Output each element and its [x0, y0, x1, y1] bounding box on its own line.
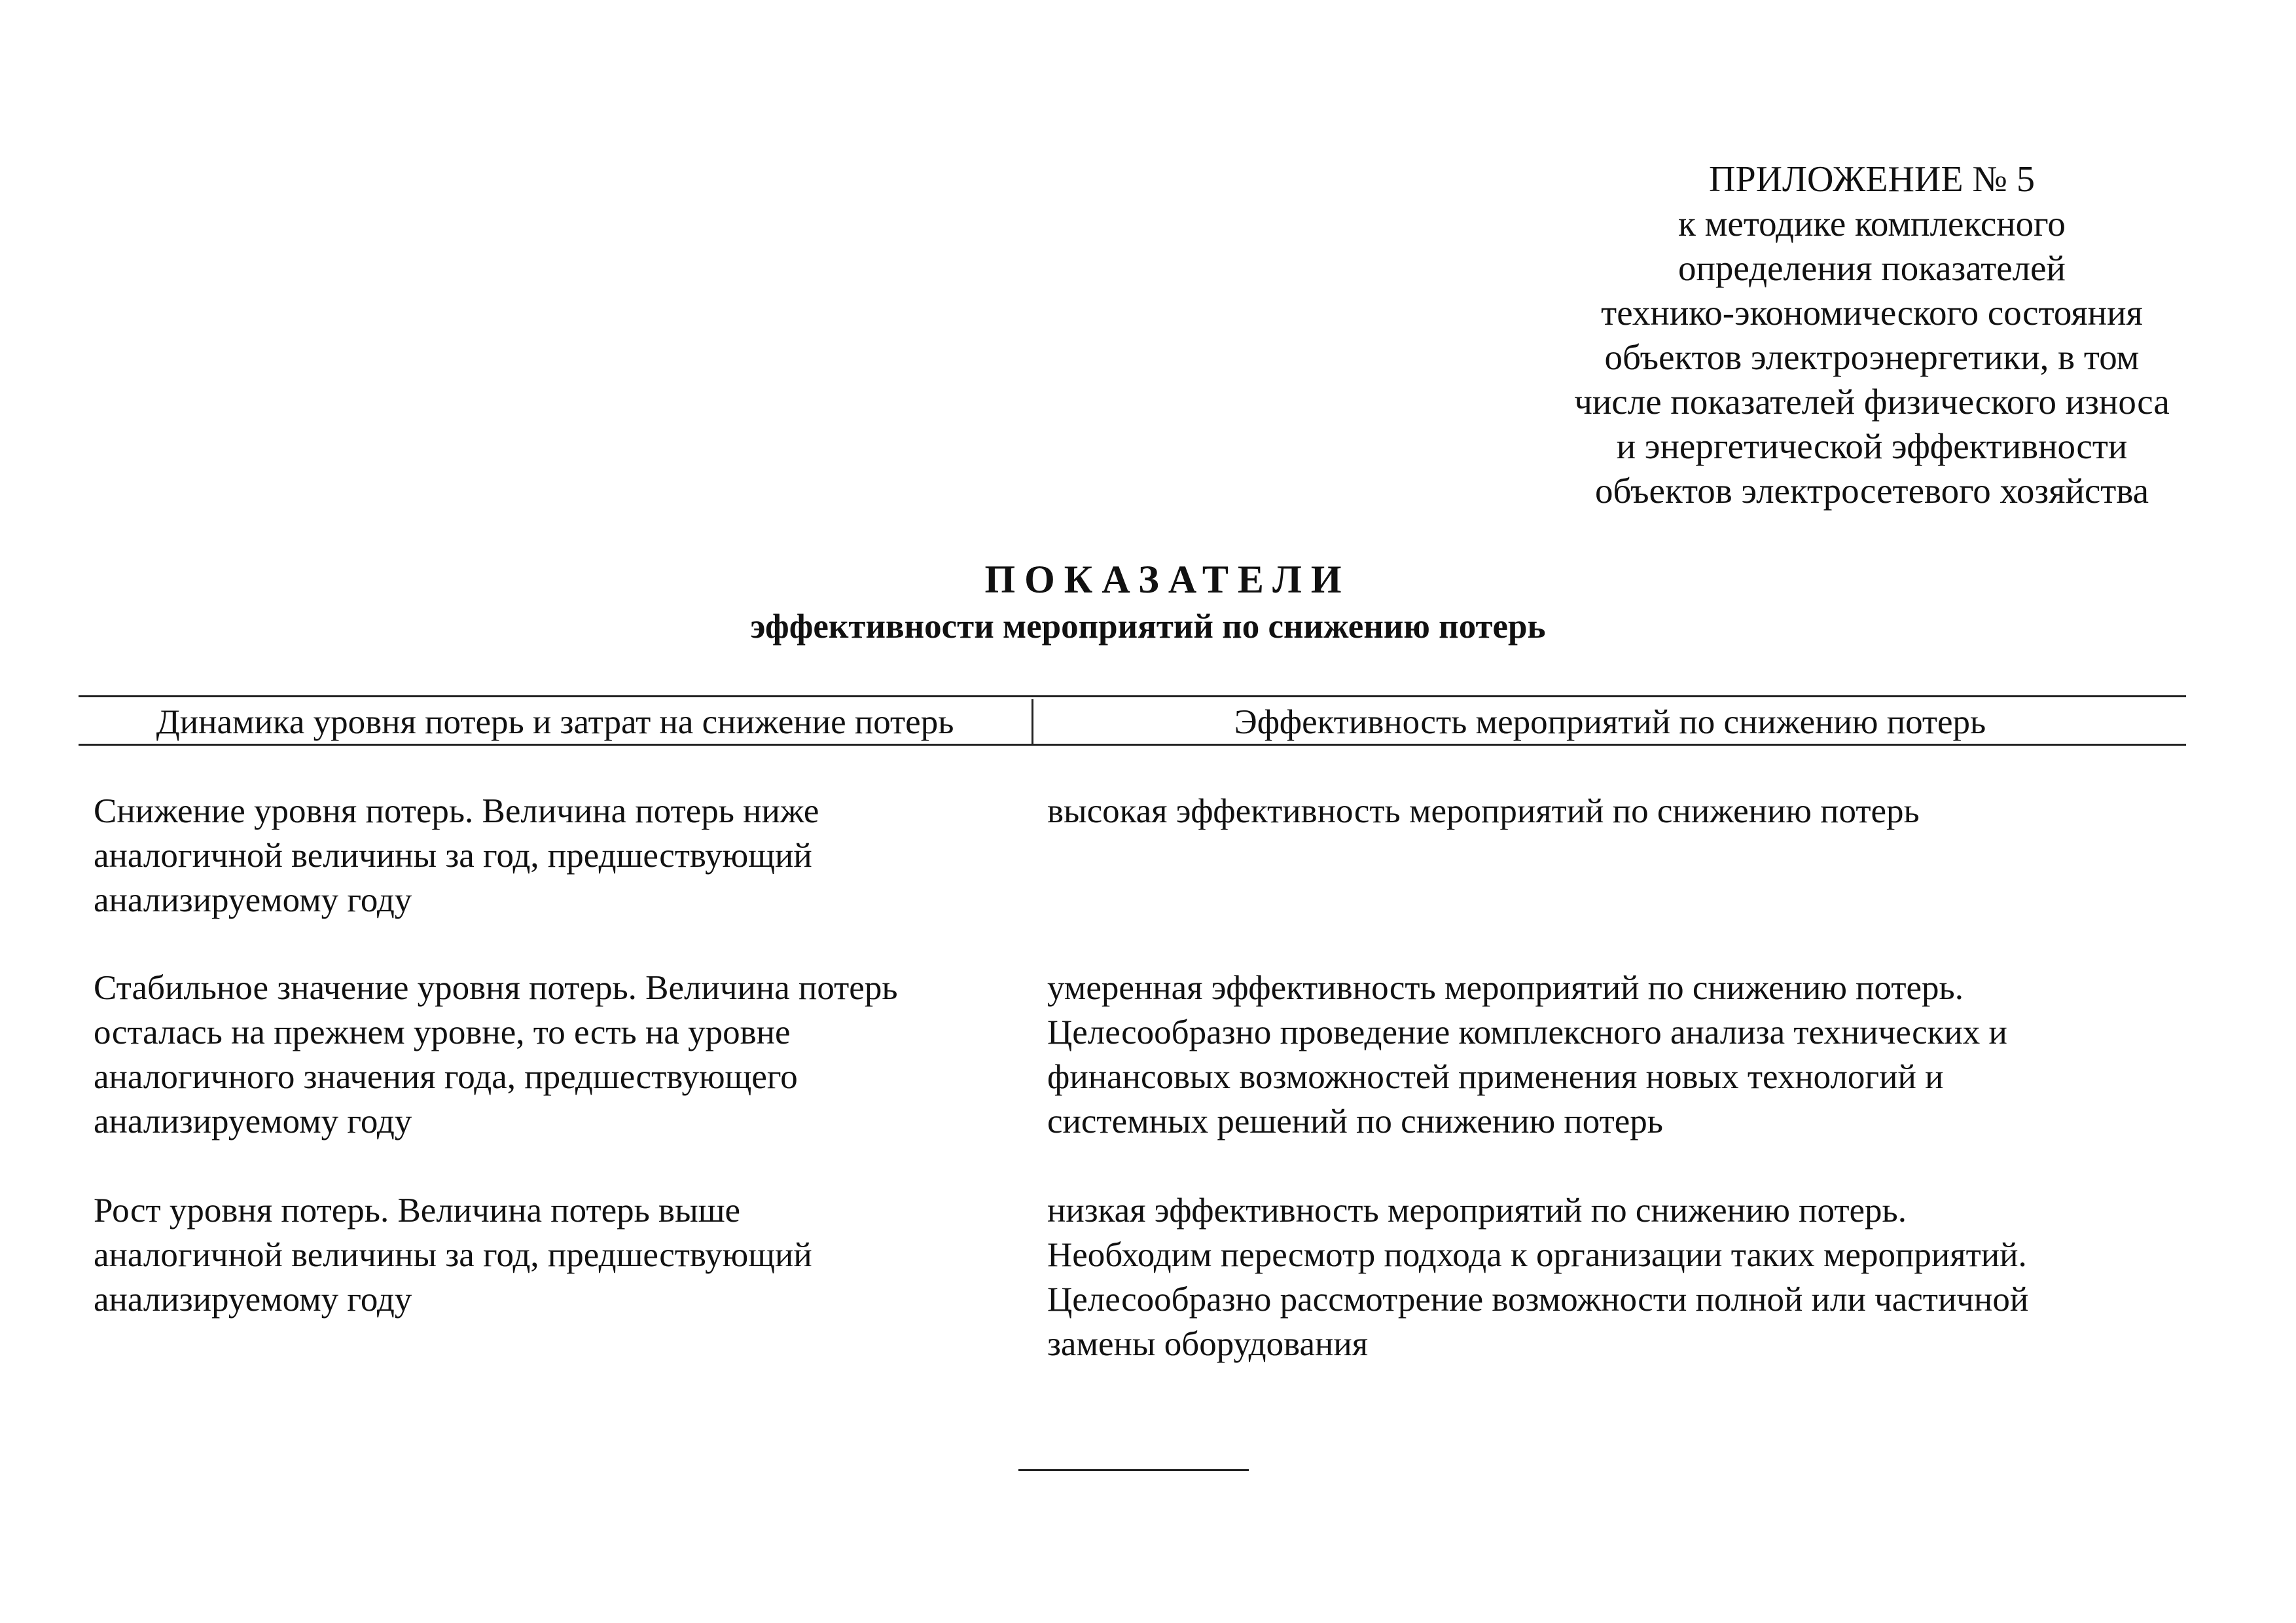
- header-efficiency: Эффективность мероприятий по снижению потерь: [1234, 703, 1986, 741]
- efficiency-cell: умеренная эффективность мероприятий по снижению потерь. Целесообразно проведение комплексного анализа технических и финансовых возможностей применения новых технологий и системных решений по снижению потерь: [1047, 969, 2007, 1140]
- header-dynamics: Динамика уровня потерь и затрат на снижение потерь: [156, 703, 954, 741]
- document-end-line: [1018, 1469, 1249, 1471]
- appendix-line: объектов электросетевого хозяйства: [1595, 471, 2149, 511]
- table-header-bottom-rule: [79, 744, 2186, 746]
- dynamics-cell: Рост уровня потерь. Величина потерь выше аналогичной величины за год, предшествующий анализируемому году: [94, 1192, 812, 1319]
- appendix-line: определения показателей: [1678, 248, 2066, 288]
- dynamics-cell: Стабильное значение уровня потерь. Величина потерь осталась на прежнем уровне, то есть на уровне аналогичного значения года, предшествующего анализируемому году: [94, 969, 898, 1140]
- appendix-line: к методике комплексного: [1678, 204, 2066, 244]
- document-title-block: [0, 556, 2296, 648]
- table-top-rule: [79, 695, 2186, 697]
- efficiency-cell: высокая эффективность мероприятий по снижению потерь: [1047, 792, 1920, 830]
- appendix-block: [1473, 157, 2271, 513]
- appendix-line: объектов электроэнергетики, в том: [1604, 337, 2140, 377]
- appendix-title: ПРИЛОЖЕНИЕ № 5: [1709, 159, 2035, 200]
- appendix-line: и энергетической эффективности: [1616, 426, 2128, 466]
- header-column-divider: [1031, 699, 1033, 745]
- efficiency-cell: низкая эффективность мероприятий по снижению потерь. Необходим пересмотр подхода к организации таких мероприятий. Целесообразно рассмотрение возможности полной или частичной замены оборудования: [1047, 1192, 2029, 1363]
- document-subtitle: эффективности мероприятий по снижению потерь: [750, 608, 1546, 646]
- document-title: ПОКАЗАТЕЛИ: [984, 558, 1351, 601]
- appendix-line: числе показателей физического износа: [1574, 382, 2170, 422]
- appendix-line: технико-экономического состояния: [1601, 293, 2143, 333]
- dynamics-cell: Снижение уровня потерь. Величина потерь ниже аналогичной величины за год, предшествующий анализируемому году: [94, 792, 819, 919]
